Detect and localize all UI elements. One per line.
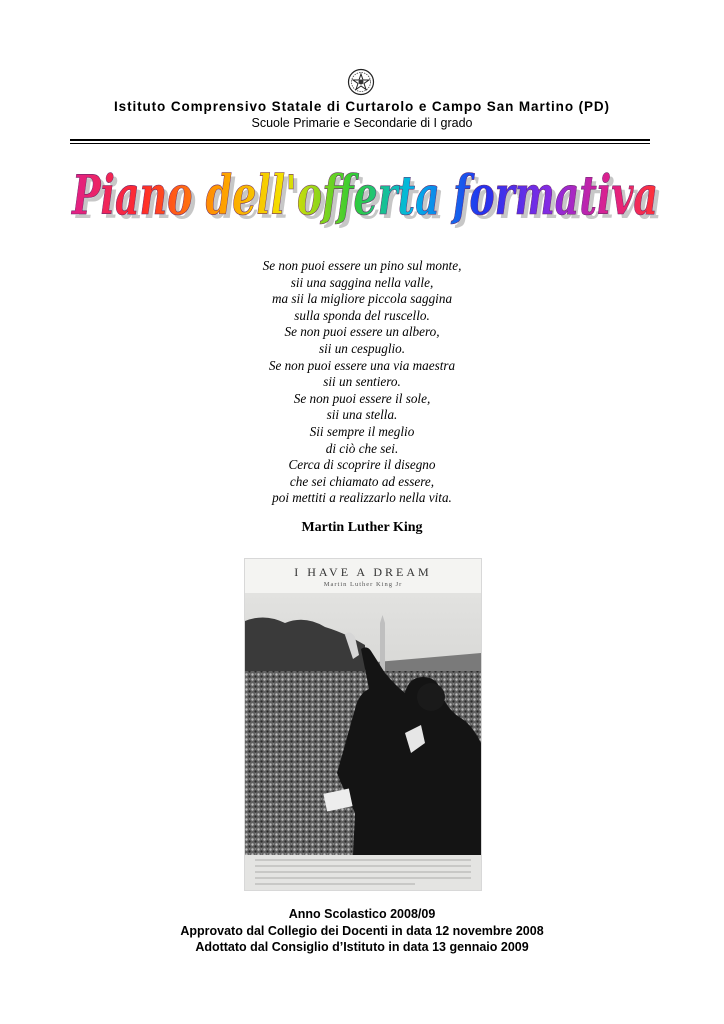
document-title	[60, 150, 670, 250]
title-shadow: Piano dell'offerta formativa	[74, 167, 662, 231]
poem-line: sii una stella.	[326, 407, 398, 423]
poster-subtitle: Martin Luther King Jr	[323, 581, 403, 588]
poem-line: Cerca di scoprire il disegno	[288, 457, 436, 473]
adoption-note: Adottato dal Consiglio d’Istituto in data 13 gennaio 2009	[195, 940, 529, 954]
poem-author: Martin Luther King	[301, 520, 423, 535]
poem-line: Sii sempre il meglio	[309, 423, 415, 439]
poem-line: ma sii la migliore piccola saggina	[271, 291, 453, 307]
school-year: Anno Scolastico 2008/09	[288, 907, 436, 921]
poster-image	[244, 558, 482, 891]
header-divider-thin	[70, 143, 650, 144]
poem-line: sii una saggina nella valle,	[290, 274, 434, 290]
poem	[200, 258, 524, 507]
title-text: Piano dell'offerta formativa	[70, 163, 658, 227]
institute-name: Istituto Comprensivo Statale di Curtarolo e Campo San Martino (PD)	[114, 99, 610, 114]
speech-photo	[245, 593, 481, 890]
poem-line: sulla sponda del ruscello.	[294, 307, 430, 323]
poem-line: Se non puoi essere il sole,	[293, 390, 431, 406]
poem-line: Se non puoi essere una via maestra	[268, 357, 456, 373]
approval-note: Approvato dal Collegio dei Docenti in data 12 novembre 2008	[180, 924, 544, 938]
poem-line: di ciò che sei.	[325, 440, 399, 456]
poem-line: sii un sentiero.	[323, 374, 401, 390]
institute-subtitle: Scuole Primarie e Secondarie di I grado	[251, 116, 473, 130]
poem-line: poi mettiti a realizzarlo nella vita.	[272, 490, 452, 506]
italian-republic-emblem-icon	[347, 68, 375, 96]
poster-title: I HAVE A DREAM	[294, 565, 432, 579]
header-divider	[70, 139, 650, 141]
poem-line: Se non puoi essere un albero,	[284, 324, 440, 340]
poem-line: sii un cespuglio.	[318, 340, 406, 356]
poem-line: Se non puoi essere un pino sul monte,	[262, 258, 462, 273]
poem-line: che sei chiamato ad essere,	[289, 473, 435, 489]
